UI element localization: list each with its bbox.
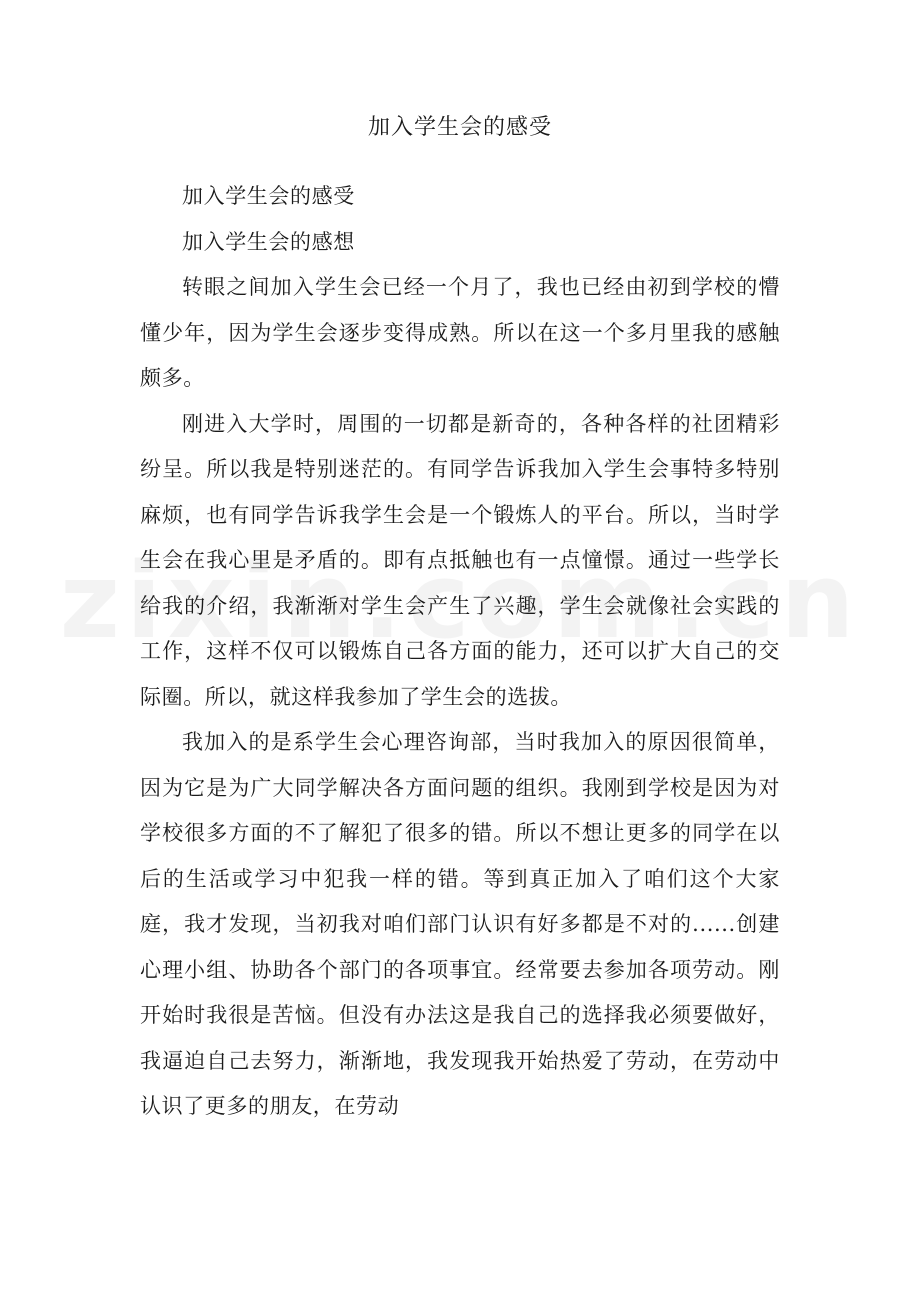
- document-body: [140, 174, 780, 1130]
- paragraph: 我加入的是系学生会心理咨询部，当时我加入的原因很简单，因为它是为广大同学解决各方面问题的组织。我刚到学校是因为对学校很多方面的不了解犯了很多的错。所以不想让更多的同学在以后的生活或学习中犯我一样的错。等到真正加入了咱们这个大家庭，我才发现，当初我对咱们部门认识有好多都是不对的......创建心理小组、协助各个部门的各项事宜。经常要去参加各项劳动。刚开始时我很是苦恼。但没有办法这是我自己的选择我必须要做好，我逼迫自己去努力，渐渐地，我发现我开始热爱了劳动，在劳动中认识了更多的朋友，在劳动: [140, 730, 780, 1118]
- paragraph-subtitle-2: 加入学生会的感想: [182, 229, 355, 254]
- page-title: 加入学生会的感受: [367, 115, 552, 140]
- paragraph-subtitle-1: 加入学生会的感受: [182, 184, 355, 208]
- paragraph: 刚进入大学时，周围的一切都是新奇的，各种各样的社团精彩纷呈。所以我是特别迷茫的。有同学告诉我加入学生会事特多特别麻烦，也有同学告诉我学生会是一个锻炼人的平台。所以，当时学生会在我心里是矛盾的。即有点抵触也有一点憧憬。通过一些学长给我的介绍，我渐渐对学生会产生了兴趣，学生会就像社会实践的工作，这样不仅可以锻炼自己各方面的能力，还可以扩大自己的交际圈。所以，就这样我参加了学生会的选拔。: [140, 411, 780, 709]
- paragraph: 转眼之间加入学生会已经一个月了，我也已经由初到学校的懵懂少年，因为学生会逐步变得成熟。所以在这一个多月里我的感触颇多。: [140, 275, 780, 390]
